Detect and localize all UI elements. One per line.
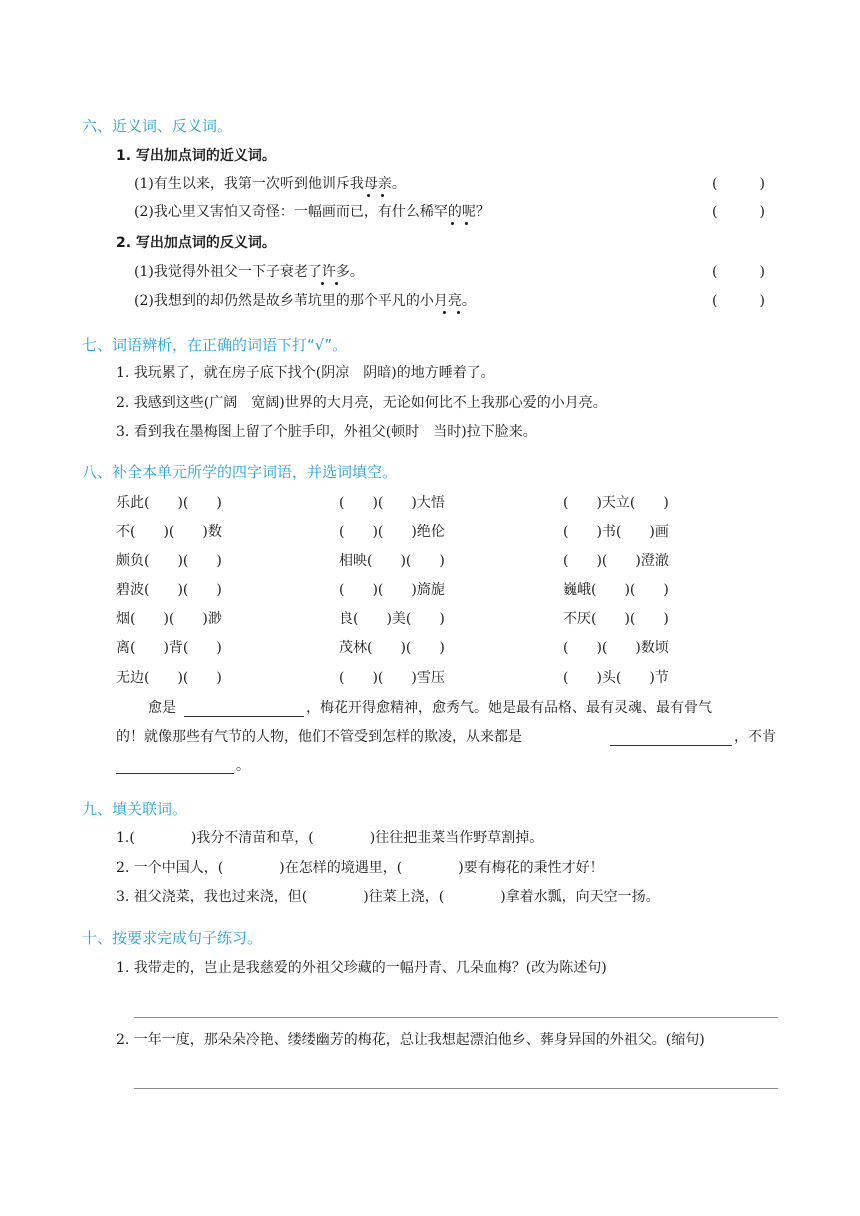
- word-blank-cell[interactable]: 碧波( )( ): [116, 582, 222, 598]
- section-10-title: 十、按要求完成句子练习。: [82, 929, 263, 947]
- section-6-q1: 1. 写出加点词的近义词。: [116, 148, 276, 164]
- emphasis-dot: [321, 282, 324, 285]
- paragraph-text: ，梅花开得愈精神，愈秀气。她是最有品格、最有灵魂、最有骨气: [306, 700, 712, 716]
- emphasis-dot: [457, 311, 460, 314]
- answer-blank[interactable]: ( ): [712, 293, 765, 309]
- answer-line-2[interactable]: [134, 1088, 778, 1089]
- section-7-title: 七、词语辨析，在正确的词语下打“√”。: [82, 336, 348, 354]
- word-blank-cell[interactable]: ( )( )旖旎: [339, 582, 445, 598]
- section-9-item-3: 3. 祖父浇菜，我也过来浇，但( )往菜上浇，( )拿着水瓢，向天空一扬。: [116, 889, 660, 905]
- word-blank-cell[interactable]: ( )( )绝伦: [339, 524, 445, 540]
- paragraph-text: ，不肯: [734, 729, 776, 745]
- section-6-q1-2: (2)我心里又害怕又奇怪：一幅画而已，有什么稀罕的呢？: [134, 204, 490, 220]
- word-blank-cell[interactable]: ( )( )大悟: [339, 495, 445, 511]
- word-blank-cell[interactable]: 无边( )( ): [116, 670, 222, 686]
- section-8-title: 八、补全本单元所学的四字词语，并选词填空。: [82, 463, 398, 481]
- answer-line-1[interactable]: [134, 1017, 778, 1018]
- word-blank-cell[interactable]: ( )天立( ): [563, 495, 669, 511]
- word-blank-cell[interactable]: 良( )美( ): [339, 611, 445, 627]
- section-6-q1-1: (1)有生以来，我第一次听到他训斥我母亲。: [134, 176, 406, 192]
- word-blank-cell[interactable]: 离( )背( ): [116, 640, 222, 656]
- paragraph-text: 愈是: [148, 700, 176, 716]
- word-blank-cell[interactable]: ( )头( )节: [563, 670, 669, 686]
- emphasis-dot: [465, 222, 468, 225]
- fill-blank-2[interactable]: [610, 745, 732, 746]
- word-blank-cell[interactable]: ( )( )数顷: [563, 640, 669, 656]
- section-10-q1: 1. 我带走的，岂止是我慈爱的外祖父珍藏的一幅丹青、几朵血梅？(改为陈述句): [116, 960, 607, 976]
- word-blank-cell[interactable]: 巍峨( )( ): [563, 582, 669, 598]
- section-9-item-1: 1.( )我分不清苗和草，( )往往把韭菜当作野草割掉。: [116, 830, 544, 846]
- section-7-item-3: 3. 看到我在墨梅图上留了个脏手印，外祖父(顿时 当时)拉下脸来。: [116, 424, 537, 440]
- section-6-title: 六、近义词、反义词。: [82, 117, 233, 135]
- answer-blank[interactable]: ( ): [712, 264, 765, 280]
- emphasis-dot: [451, 222, 454, 225]
- word-blank-cell[interactable]: ( )书( )画: [563, 524, 669, 540]
- section-7-item-2: 2. 我感到这些(广阔 宽阔)世界的大月亮，无论如何比不上我那心爱的小月亮。: [116, 395, 607, 411]
- word-blank-cell[interactable]: 颇负( )( ): [116, 553, 222, 569]
- section-6-q2-1: (1)我觉得外祖父一下子衰老了许多。: [134, 264, 364, 280]
- emphasis-dot: [367, 194, 370, 197]
- word-blank-cell[interactable]: 相映( )( ): [339, 553, 445, 569]
- emphasis-dot: [381, 194, 384, 197]
- section-6-q2: 2. 写出加点词的反义词。: [116, 235, 276, 251]
- emphasis-dot: [335, 282, 338, 285]
- emphasis-dot: [443, 311, 446, 314]
- answer-blank[interactable]: ( ): [712, 176, 765, 192]
- paragraph-text: 的！就像那些有气节的人物，他们不管受到怎样的欺凌，从来都是: [116, 729, 522, 745]
- section-7-item-1: 1. 我玩累了，就在房子底下找个(阴凉 阴暗)的地方睡着了。: [116, 365, 495, 381]
- section-9-item-2: 2. 一个中国人，( )在怎样的境遇里，( )要有梅花的秉性才好！: [116, 860, 604, 876]
- word-blank-cell[interactable]: 茂林( )( ): [339, 640, 445, 656]
- paragraph-text: 。: [236, 758, 250, 774]
- section-9-title: 九、填关联词。: [82, 800, 188, 818]
- word-blank-cell[interactable]: 烟( )( )渺: [116, 611, 222, 627]
- answer-blank[interactable]: ( ): [712, 204, 765, 220]
- word-blank-cell[interactable]: 不( )( )数: [116, 524, 222, 540]
- word-blank-cell[interactable]: 乐此( )( ): [116, 495, 222, 511]
- word-blank-cell[interactable]: 不厌( )( ): [563, 611, 669, 627]
- section-6-q2-2: (2)我想到的却仍然是故乡苇坑里的那个平凡的小月亮。: [134, 293, 476, 309]
- section-10-q2: 2. 一年一度，那朵朵冷艳、缕缕幽芳的梅花，总让我想起漂泊他乡、葬身异国的外祖父。(缩句): [116, 1032, 705, 1048]
- fill-blank-1[interactable]: [184, 716, 304, 717]
- word-blank-cell[interactable]: ( )( )雪压: [339, 670, 445, 686]
- word-blank-cell[interactable]: ( )( )澄澈: [563, 553, 669, 569]
- fill-blank-3[interactable]: [116, 773, 234, 774]
